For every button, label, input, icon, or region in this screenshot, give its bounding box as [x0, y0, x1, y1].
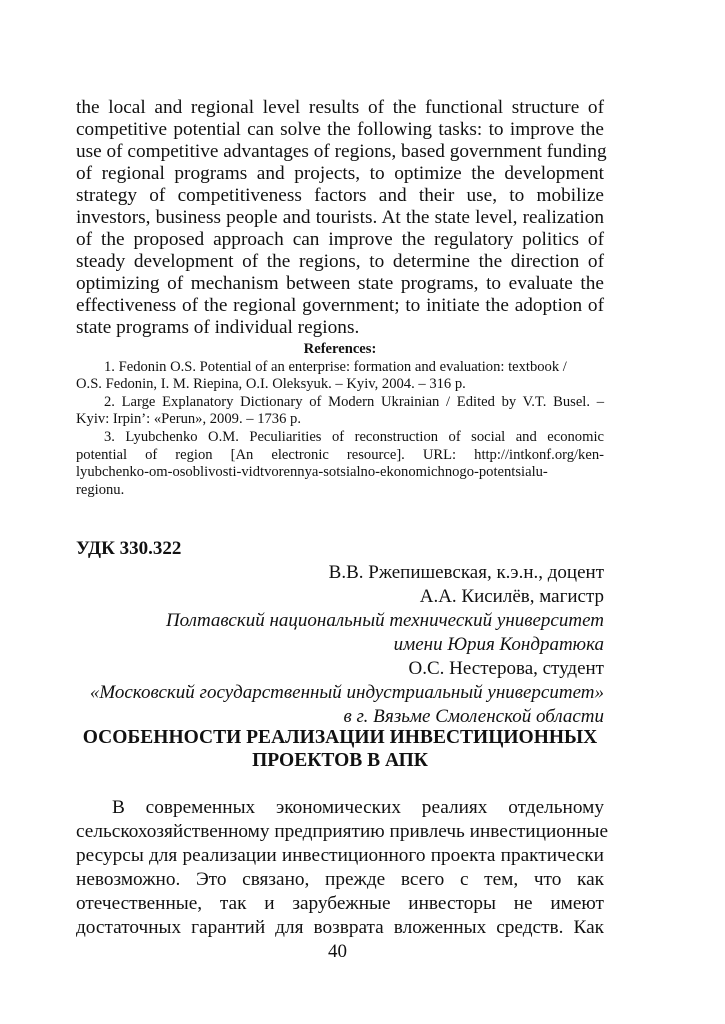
text-line: the local and regional level results of the functional structure of [76, 97, 604, 118]
authors-block [76, 561, 604, 729]
text-line: optimizing of mechanism between state programs, to evaluate the [76, 273, 604, 294]
text-line: ресурсы для реализации инвестиционного проекта практически [76, 845, 604, 866]
reference-line: lyubchenko-om-osoblivosti-vidtvorennya-sotsialno-ekonomichnogo-potentsialu- [76, 464, 548, 481]
reference-line: potential of region [An electronic resource]. URL: http://intkonf.org/ken- [76, 446, 604, 463]
title-line: ОСОБЕННОСТИ РЕАЛИЗАЦИИ ИНВЕСТИЦИОННЫХ [82, 727, 598, 748]
reference-item [76, 394, 604, 429]
author-line: А.А. Кисилёв, магистр [419, 586, 604, 607]
reference-line: regionu. [76, 481, 125, 498]
affiliation-line: Полтавский национальный технический университет [165, 610, 604, 631]
text-line: сельскохозяйственному предприятию привлечь инвестиционные [76, 821, 609, 842]
udk-code: УДК 330.322 [76, 538, 182, 559]
author-line: О.С. Нестерова, студент [408, 658, 604, 679]
text-line: невозможно. Это связано, прежде всего с тем, что как [76, 869, 604, 890]
text-line: of regional programs and projects, to optimize the development [76, 163, 604, 184]
reference-line: 3. Lyubchenko O.M. Peculiarities of reconstruction of social and economic [104, 428, 604, 445]
title-line: ПРОЕКТОВ В АПК [252, 750, 428, 771]
references-section [76, 341, 604, 499]
text-line: effectiveness of the regional government; to initiate the adoption of [76, 295, 604, 316]
page-number: 40 [328, 941, 347, 962]
body-paragraph [76, 97, 607, 339]
text-line: competitive potential can solve the following tasks: to improve the [76, 119, 604, 140]
text-line: В современных экономических реалиях отдельному [112, 797, 604, 818]
text-line: state programs of individual regions. [76, 317, 360, 338]
text-line: отечественные, так и зарубежные инвесторы не имеют [76, 893, 604, 914]
reference-line: Kyiv: Irpin’: «Perun», 2009. – 1736 p. [76, 411, 301, 428]
affiliation-line: имени Юрия Кондратюка [393, 634, 604, 655]
affiliation-line: «Московский государственный индустриальный университет» [89, 682, 604, 703]
text-line: use of competitive advantages of regions, based government funding [76, 141, 607, 162]
affiliation-line: в г. Вязьме Смоленской области [343, 706, 604, 727]
text-line: investors, business people and tourists. At the state level, realization [76, 207, 604, 228]
text-line: достаточных гарантий для возврата вложенных средств. Как [76, 917, 604, 938]
text-line: steady development of the regions, to determine the direction of [76, 251, 604, 272]
article-title [76, 726, 604, 772]
author-line: В.В. Ржепишевская, к.э.н., доцент [328, 562, 604, 583]
text-line: strategy of competitiveness factors and their use, to mobilize [76, 185, 604, 206]
reference-item [76, 359, 604, 394]
reference-line: O.S. Fedonin, I. M. Riepina, O.I. Oleksyuk. – Kyiv, 2004. – 316 p. [76, 376, 466, 393]
references-heading: References: [303, 341, 377, 357]
reference-line: 1. Fedonin O.S. Potential of an enterprise: formation and evaluation: textbook / [104, 358, 567, 375]
article-paragraph [76, 796, 609, 940]
reference-line: 2. Large Explanatory Dictionary of Modern Ukrainian / Edited by V.T. Busel. – [104, 393, 604, 410]
reference-item [76, 429, 604, 499]
text-line: of the proposed approach can improve the regulatory politics of [76, 229, 604, 250]
